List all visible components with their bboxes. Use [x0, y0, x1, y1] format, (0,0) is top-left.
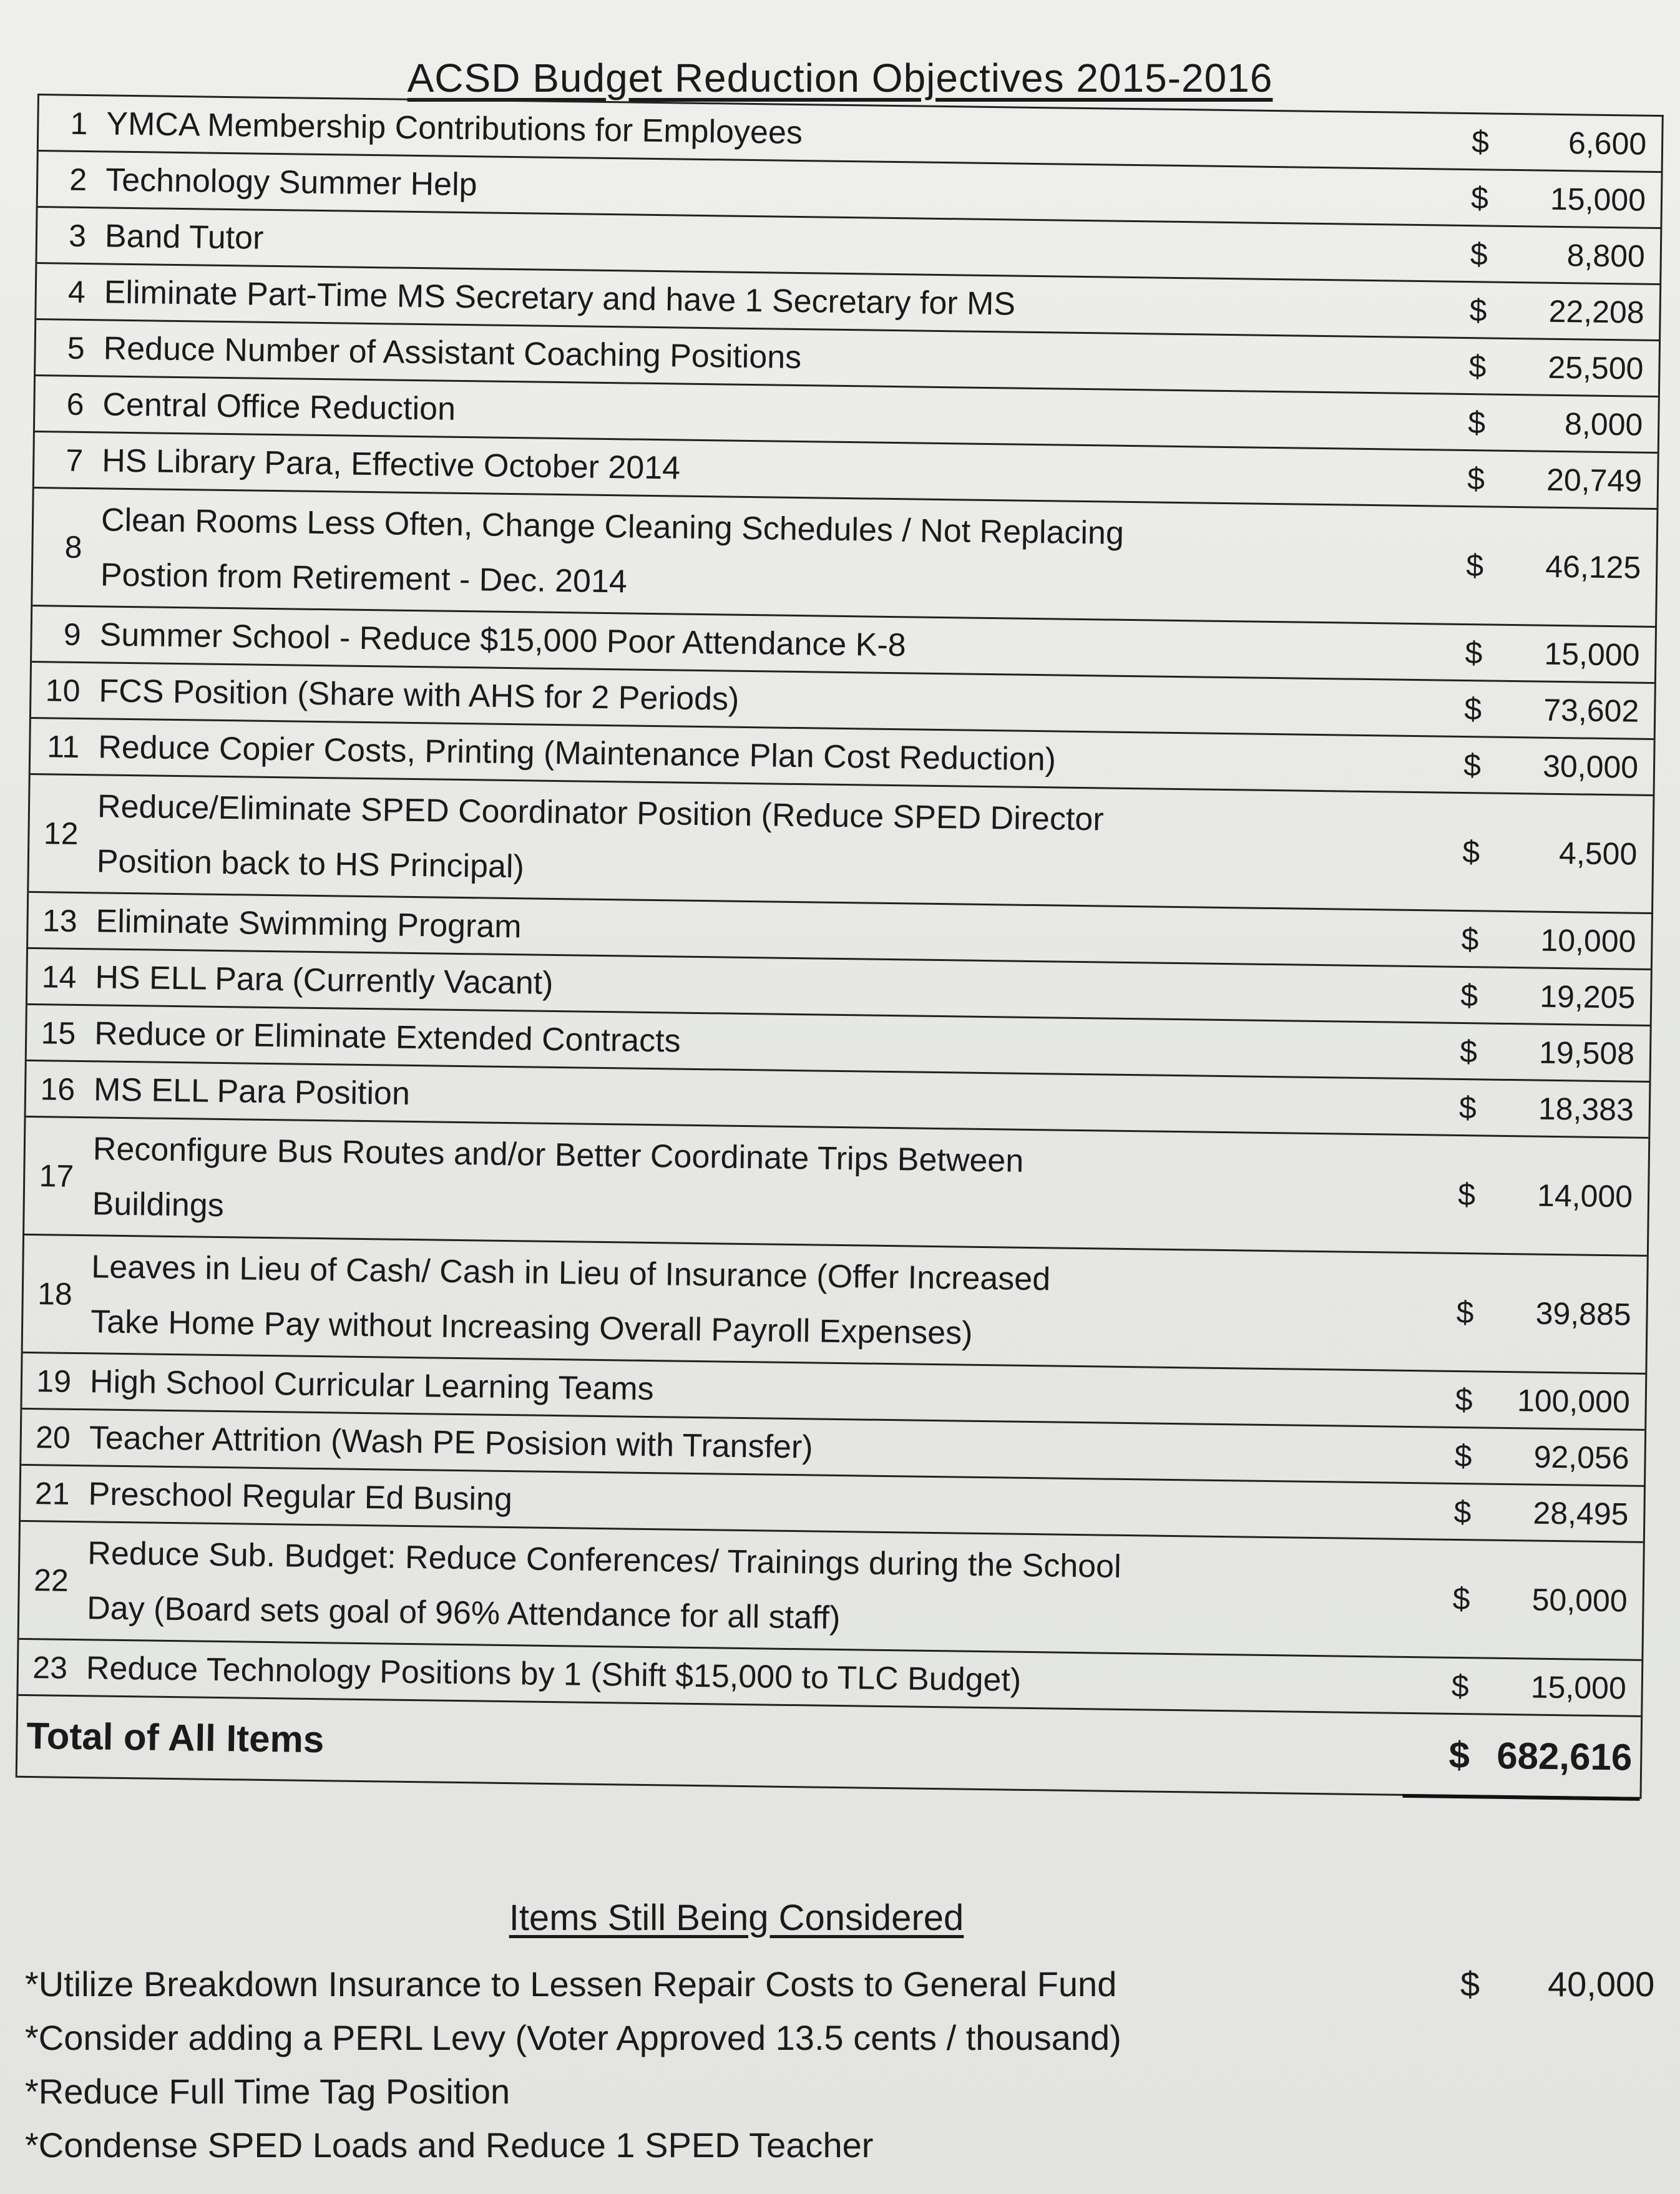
item-amount: 92,056: [1533, 1439, 1629, 1476]
item-number: 23: [32, 1649, 68, 1685]
item-amount: 8,000: [1564, 406, 1643, 442]
item-amount: 15,000: [1550, 181, 1646, 218]
item-amount: 30,000: [1542, 748, 1639, 785]
considered-item-text: *Utilize Breakdown Insurance to Lessen Repair Costs to General Fund: [25, 1964, 1117, 2004]
item-description-line: Leaves in Lieu of Cash/ Cash in Lieu of Insurance (Offer Increased: [91, 1249, 1051, 1298]
table-row: [23, 1236, 1647, 1375]
item-description-line: Reduce Sub. Budget: Reduce Conferences/ Trainings during the School: [87, 1535, 1122, 1585]
total-currency: $: [1448, 1733, 1470, 1776]
item-currency: $: [1451, 1668, 1470, 1704]
item-currency: $: [1454, 1438, 1472, 1473]
item-amount: 20,749: [1546, 462, 1643, 499]
item-number: 16: [40, 1071, 76, 1107]
item-description-line: HS ELL Para (Currently Vacant): [95, 958, 554, 1002]
item-number: 9: [63, 617, 82, 652]
item-number: 11: [47, 728, 80, 764]
table-row: [32, 489, 1656, 628]
item-description-line: Take Home Pay without Increasing Overall Payroll Expenses): [90, 1304, 973, 1352]
item-description: [82, 1526, 1425, 1653]
item-number: 6: [66, 386, 84, 422]
item-amount: 46,125: [1545, 548, 1641, 585]
item-description-line: Reconfigure Bus Routes and/or Better Coordinate Trips Between: [92, 1131, 1024, 1179]
item-number: 10: [45, 672, 81, 708]
total-underline: [1402, 1794, 1639, 1801]
considered-item-text: *Consider adding a PERL Levy (Voter Approved 13.5 cents / thousand): [25, 2018, 1121, 2057]
item-amount: 14,000: [1536, 1177, 1633, 1214]
item-currency: $: [1464, 691, 1482, 726]
item-amount: 4,500: [1558, 836, 1638, 872]
item-description-line: Eliminate Swimming Program: [95, 902, 522, 945]
item-description: [85, 1239, 1428, 1367]
item-description-line: Position back to HS Principal): [96, 843, 525, 885]
item-currency: $: [1468, 348, 1487, 384]
total-label: Total of All Items: [26, 1715, 325, 1761]
item-description-line: Band Tutor: [104, 217, 264, 256]
item-description-line: Day (Board sets goal of 96% Attendance for all staff): [86, 1590, 841, 1637]
item-description-line: Technology Summer Help: [105, 161, 477, 203]
item-number: 19: [36, 1363, 72, 1399]
item-number: 17: [39, 1158, 74, 1194]
item-description-line: Reduce Copier Costs, Printing (Maintenance Plan Cost Reduction): [97, 728, 1057, 778]
item-description-line: FCS Position (Share with AHS for 2 Periods): [99, 672, 740, 718]
item-amount: 22,208: [1548, 293, 1645, 330]
item-description-line: Reduce/Eliminate SPED Coordinator Position (Reduce SPED Director: [97, 788, 1105, 838]
table-row: [29, 775, 1653, 914]
item-description: [87, 1121, 1430, 1249]
document-title: ACSD Budget Reduction Objectives 2015-2016: [407, 56, 1273, 100]
item-amount: 28,495: [1533, 1495, 1629, 1532]
item-number: 13: [42, 902, 78, 939]
item-amount: 19,508: [1538, 1035, 1635, 1071]
item-description-line: MS ELL Para Position: [93, 1071, 411, 1112]
item-number: 3: [68, 218, 87, 253]
item-currency: $: [1460, 977, 1478, 1013]
item-number: 4: [67, 274, 86, 310]
considered-item-currency: $: [1460, 1964, 1480, 2004]
item-amount: 10,000: [1540, 922, 1636, 959]
item-description-line: YMCA Membership Contributions for Employees: [106, 105, 803, 151]
item-number: 18: [37, 1276, 73, 1312]
item-amount: 100,000: [1516, 1382, 1631, 1420]
item-number: 15: [41, 1015, 76, 1051]
item-number: 2: [69, 162, 87, 197]
item-currency: $: [1452, 1581, 1470, 1617]
item-description-line: Postion from Retirement - Dec. 2014: [100, 557, 628, 600]
item-description-line: Buildings: [92, 1186, 225, 1224]
item-currency: $: [1470, 180, 1489, 215]
item-number: 5: [67, 330, 85, 366]
item-number: 21: [34, 1475, 71, 1511]
item-description-line: Preschool Regular Ed Busing: [88, 1475, 513, 1518]
item-number: 12: [43, 816, 79, 851]
item-number: 7: [66, 442, 84, 478]
item-description-line: Central Office Reduction: [102, 386, 456, 427]
item-currency: $: [1453, 1494, 1472, 1529]
total-amount: 682,616: [1496, 1734, 1633, 1778]
item-amount: 15,000: [1544, 636, 1640, 673]
item-currency: $: [1456, 1294, 1474, 1330]
item-description-line: Reduce Technology Positions by 1 (Shift $15,000 to TLC Budget): [85, 1649, 1022, 1699]
item-currency: $: [1467, 461, 1485, 496]
item-amount: 18,383: [1538, 1091, 1634, 1128]
considered-item: [25, 2118, 1673, 2172]
considered-item: [25, 1958, 1673, 2011]
item-number: 14: [41, 958, 77, 995]
item-amount: 15,000: [1530, 1669, 1627, 1706]
considered-item-text: *Condense SPED Loads and Reduce 1 SPED Teacher: [25, 2125, 874, 2165]
item-currency: $: [1461, 921, 1479, 957]
item-description-line: Teacher Attrition (Wash PE Posision with Transfer): [89, 1419, 813, 1465]
item-currency: $: [1469, 292, 1487, 328]
table-row: [19, 1522, 1643, 1661]
item-amount: 8,800: [1566, 237, 1646, 274]
considered-item-amount: 40,000: [1548, 1964, 1655, 2004]
table-row: [24, 1118, 1648, 1257]
item-number: 22: [33, 1563, 69, 1598]
item-number: 1: [70, 105, 88, 141]
item-currency: $: [1470, 236, 1488, 271]
item-currency: $: [1459, 1033, 1478, 1069]
considered-item: [25, 2065, 1673, 2118]
considered-item-text: *Reduce Full Time Tag Position: [25, 2072, 510, 2111]
item-number: 20: [35, 1419, 71, 1455]
item-amount: 19,205: [1539, 978, 1636, 1015]
item-amount: 39,885: [1535, 1295, 1631, 1332]
item-description-line: Clean Rooms Less Often, Change Cleaning Schedules / Not Replacing: [100, 502, 1125, 552]
item-currency: $: [1468, 404, 1486, 440]
item-currency: $: [1455, 1382, 1473, 1417]
item-amount: 50,000: [1531, 1582, 1628, 1619]
item-amount: 6,600: [1568, 125, 1647, 162]
item-currency: $: [1458, 1090, 1477, 1125]
item-amount: 25,500: [1548, 349, 1644, 386]
considered-heading: Items Still Being Considered: [509, 1898, 964, 1938]
item-description-line: Summer School - Reduce $15,000 Poor Attendance K-8: [99, 616, 907, 663]
item-description: [95, 492, 1438, 620]
item-description-line: Reduce Number of Assistant Coaching Positions: [103, 329, 802, 376]
item-currency: $: [1466, 548, 1484, 583]
item-currency: $: [1471, 124, 1490, 159]
item-description-line: Reduce or Eliminate Extended Contracts: [94, 1015, 681, 1060]
item-description-line: High School Curricular Learning Teams: [89, 1363, 654, 1407]
item-currency: $: [1463, 747, 1482, 783]
item-description-line: HS Library Para, Effective October 2014: [101, 442, 681, 487]
considered-section: [25, 1897, 1673, 2172]
item-currency: $: [1465, 635, 1483, 670]
item-description: [91, 779, 1434, 906]
item-number: 8: [64, 529, 82, 565]
item-description-line: Eliminate Part-Time MS Secretary and have 1 Secretary for MS: [104, 273, 1016, 323]
budget-table: [16, 94, 1664, 1799]
item-currency: $: [1462, 834, 1480, 870]
considered-list: [25, 1958, 1673, 2172]
item-currency: $: [1457, 1176, 1476, 1212]
considered-item: [25, 2011, 1673, 2065]
item-amount: 73,602: [1543, 692, 1639, 729]
